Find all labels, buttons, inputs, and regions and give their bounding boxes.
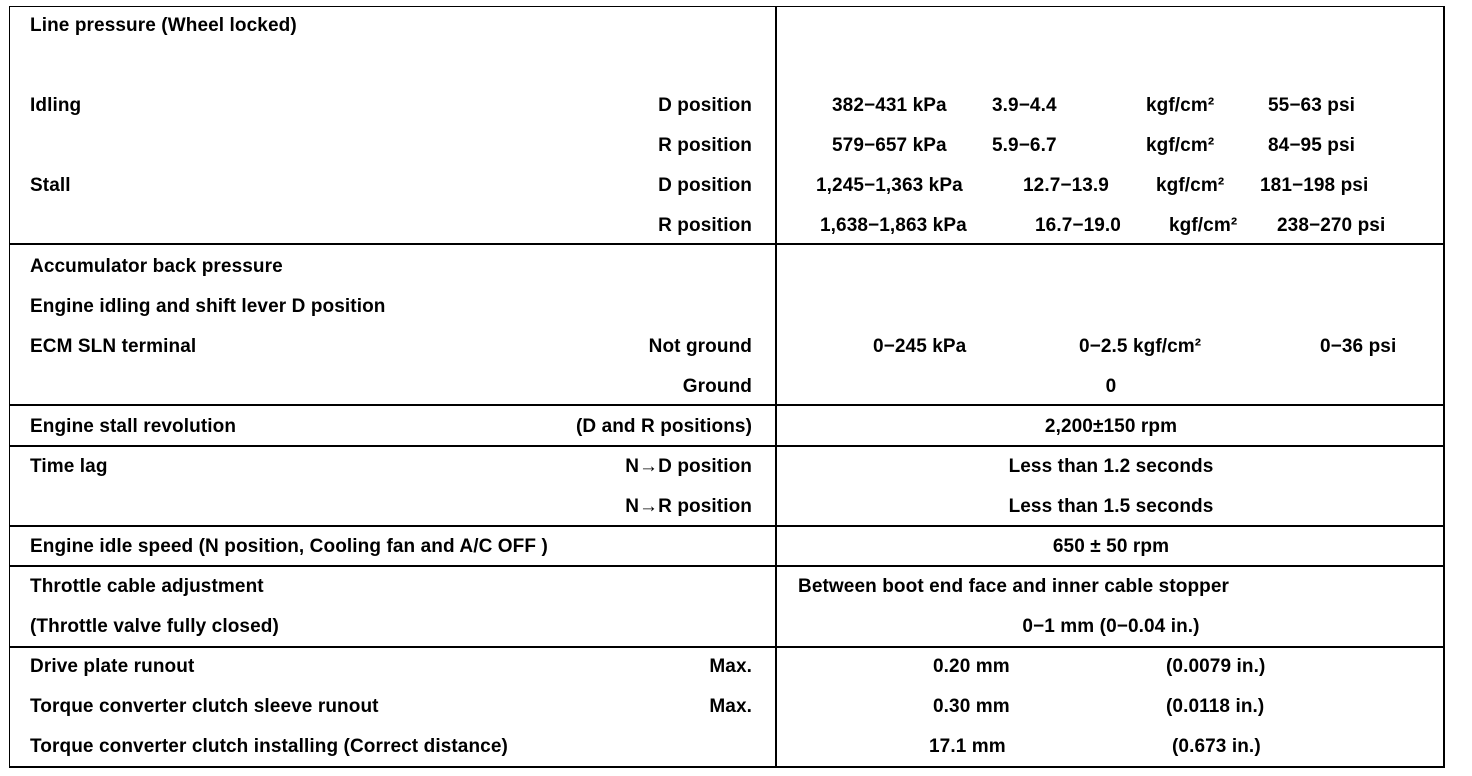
stall-d-kgf: 12.7−13.9 — [1023, 175, 1109, 196]
drive-plate-max: Max. — [709, 656, 752, 677]
drive-plate-label: Drive plate runout — [30, 656, 195, 677]
throttle-cable-sublabel: (Throttle valve fully closed) — [30, 616, 279, 637]
spec-table — [9, 6, 1445, 768]
row-divider — [9, 525, 1445, 527]
idle-speed-label: Engine idle speed (N position, Cooling fan and A/C OFF ) — [30, 536, 548, 557]
time-lag-nr-label: N→R position — [625, 496, 752, 517]
time-lag-nr-value: Less than 1.5 seconds — [1008, 496, 1214, 517]
ground-value: 0 — [1105, 376, 1117, 397]
stall-revolution-condition: (D and R positions) — [575, 416, 752, 437]
not-ground-kpa: 0−245 kPa — [873, 336, 967, 357]
time-lag-nd-value: Less than 1.2 seconds — [1008, 456, 1214, 477]
stall-r-kgf: 16.7−19.0 — [1035, 215, 1121, 236]
not-ground-psi: 0−36 psi — [1320, 336, 1397, 357]
row-divider — [9, 445, 1445, 447]
stall-r-psi: 238−270 psi — [1277, 215, 1386, 236]
installing-label: Torque converter clutch installing (Correct distance) — [30, 736, 508, 757]
idling-r-kgf: 5.9−6.7 — [992, 135, 1057, 156]
row-divider — [9, 565, 1445, 567]
installing-in: (0.673 in.) — [1172, 736, 1261, 757]
stall-revolution-label: Engine stall revolution — [30, 416, 237, 437]
throttle-cable-label: Throttle cable adjustment — [30, 576, 264, 597]
accumulator-title: Accumulator back pressure — [30, 256, 283, 277]
sleeve-runout-label: Torque converter clutch sleeve runout — [30, 696, 379, 717]
time-lag-label: Time lag — [30, 456, 108, 477]
sleeve-runout-mm: 0.30 mm — [933, 696, 1010, 717]
stall-d-psi: 181−198 psi — [1260, 175, 1369, 196]
stall-r-kpa: 1,638−1,863 kPa — [820, 215, 967, 236]
stall-revolution-value: 2,200±150 rpm — [1044, 416, 1178, 437]
idling-label: Idling — [30, 95, 82, 116]
stall-d-position: D position — [658, 175, 752, 196]
drive-plate-in: (0.0079 in.) — [1166, 656, 1266, 677]
idling-d-kgf: 3.9−4.4 — [992, 95, 1057, 116]
line-pressure-title: Line pressure (Wheel locked) — [30, 15, 297, 36]
idling-r-psi: 84−95 psi — [1268, 135, 1355, 156]
stall-label: Stall — [30, 175, 71, 196]
stall-r-kgf-unit: kgf/cm² — [1169, 215, 1238, 236]
idling-r-kgf-unit: kgf/cm² — [1146, 135, 1215, 156]
stall-d-kpa: 1,245−1,363 kPa — [816, 175, 963, 196]
idling-d-position: D position — [658, 95, 752, 116]
idling-d-kpa: 382−431 kPa — [832, 95, 947, 116]
idle-speed-value: 650 ± 50 rpm — [1052, 536, 1170, 557]
stall-d-kgf-unit: kgf/cm² — [1156, 175, 1225, 196]
not-ground-label: Not ground — [648, 336, 752, 357]
installing-mm: 17.1 mm — [929, 736, 1006, 757]
throttle-cable-value1: Between boot end face and inner cable stopper — [798, 576, 1230, 597]
row-divider — [9, 646, 1445, 648]
ecm-terminal-label: ECM SLN terminal — [30, 336, 197, 357]
time-lag-nd-label: N→D position — [625, 456, 752, 477]
row-divider — [9, 243, 1445, 245]
idling-d-kgf-unit: kgf/cm² — [1146, 95, 1215, 116]
idling-r-position: R position — [658, 135, 752, 156]
stall-r-position: R position — [658, 215, 752, 236]
throttle-cable-value2: 0−1 mm (0−0.04 in.) — [1022, 616, 1200, 637]
idling-r-kpa: 579−657 kPa — [832, 135, 947, 156]
idling-d-psi: 55−63 psi — [1268, 95, 1355, 116]
not-ground-kgf: 0−2.5 kgf/cm² — [1079, 336, 1202, 357]
row-divider — [9, 404, 1445, 406]
sleeve-runout-max: Max. — [709, 696, 752, 717]
sleeve-runout-in: (0.0118 in.) — [1166, 696, 1265, 717]
accumulator-subtitle: Engine idling and shift lever D position — [30, 296, 386, 317]
drive-plate-mm: 0.20 mm — [933, 656, 1010, 677]
ground-label: Ground — [682, 376, 752, 397]
